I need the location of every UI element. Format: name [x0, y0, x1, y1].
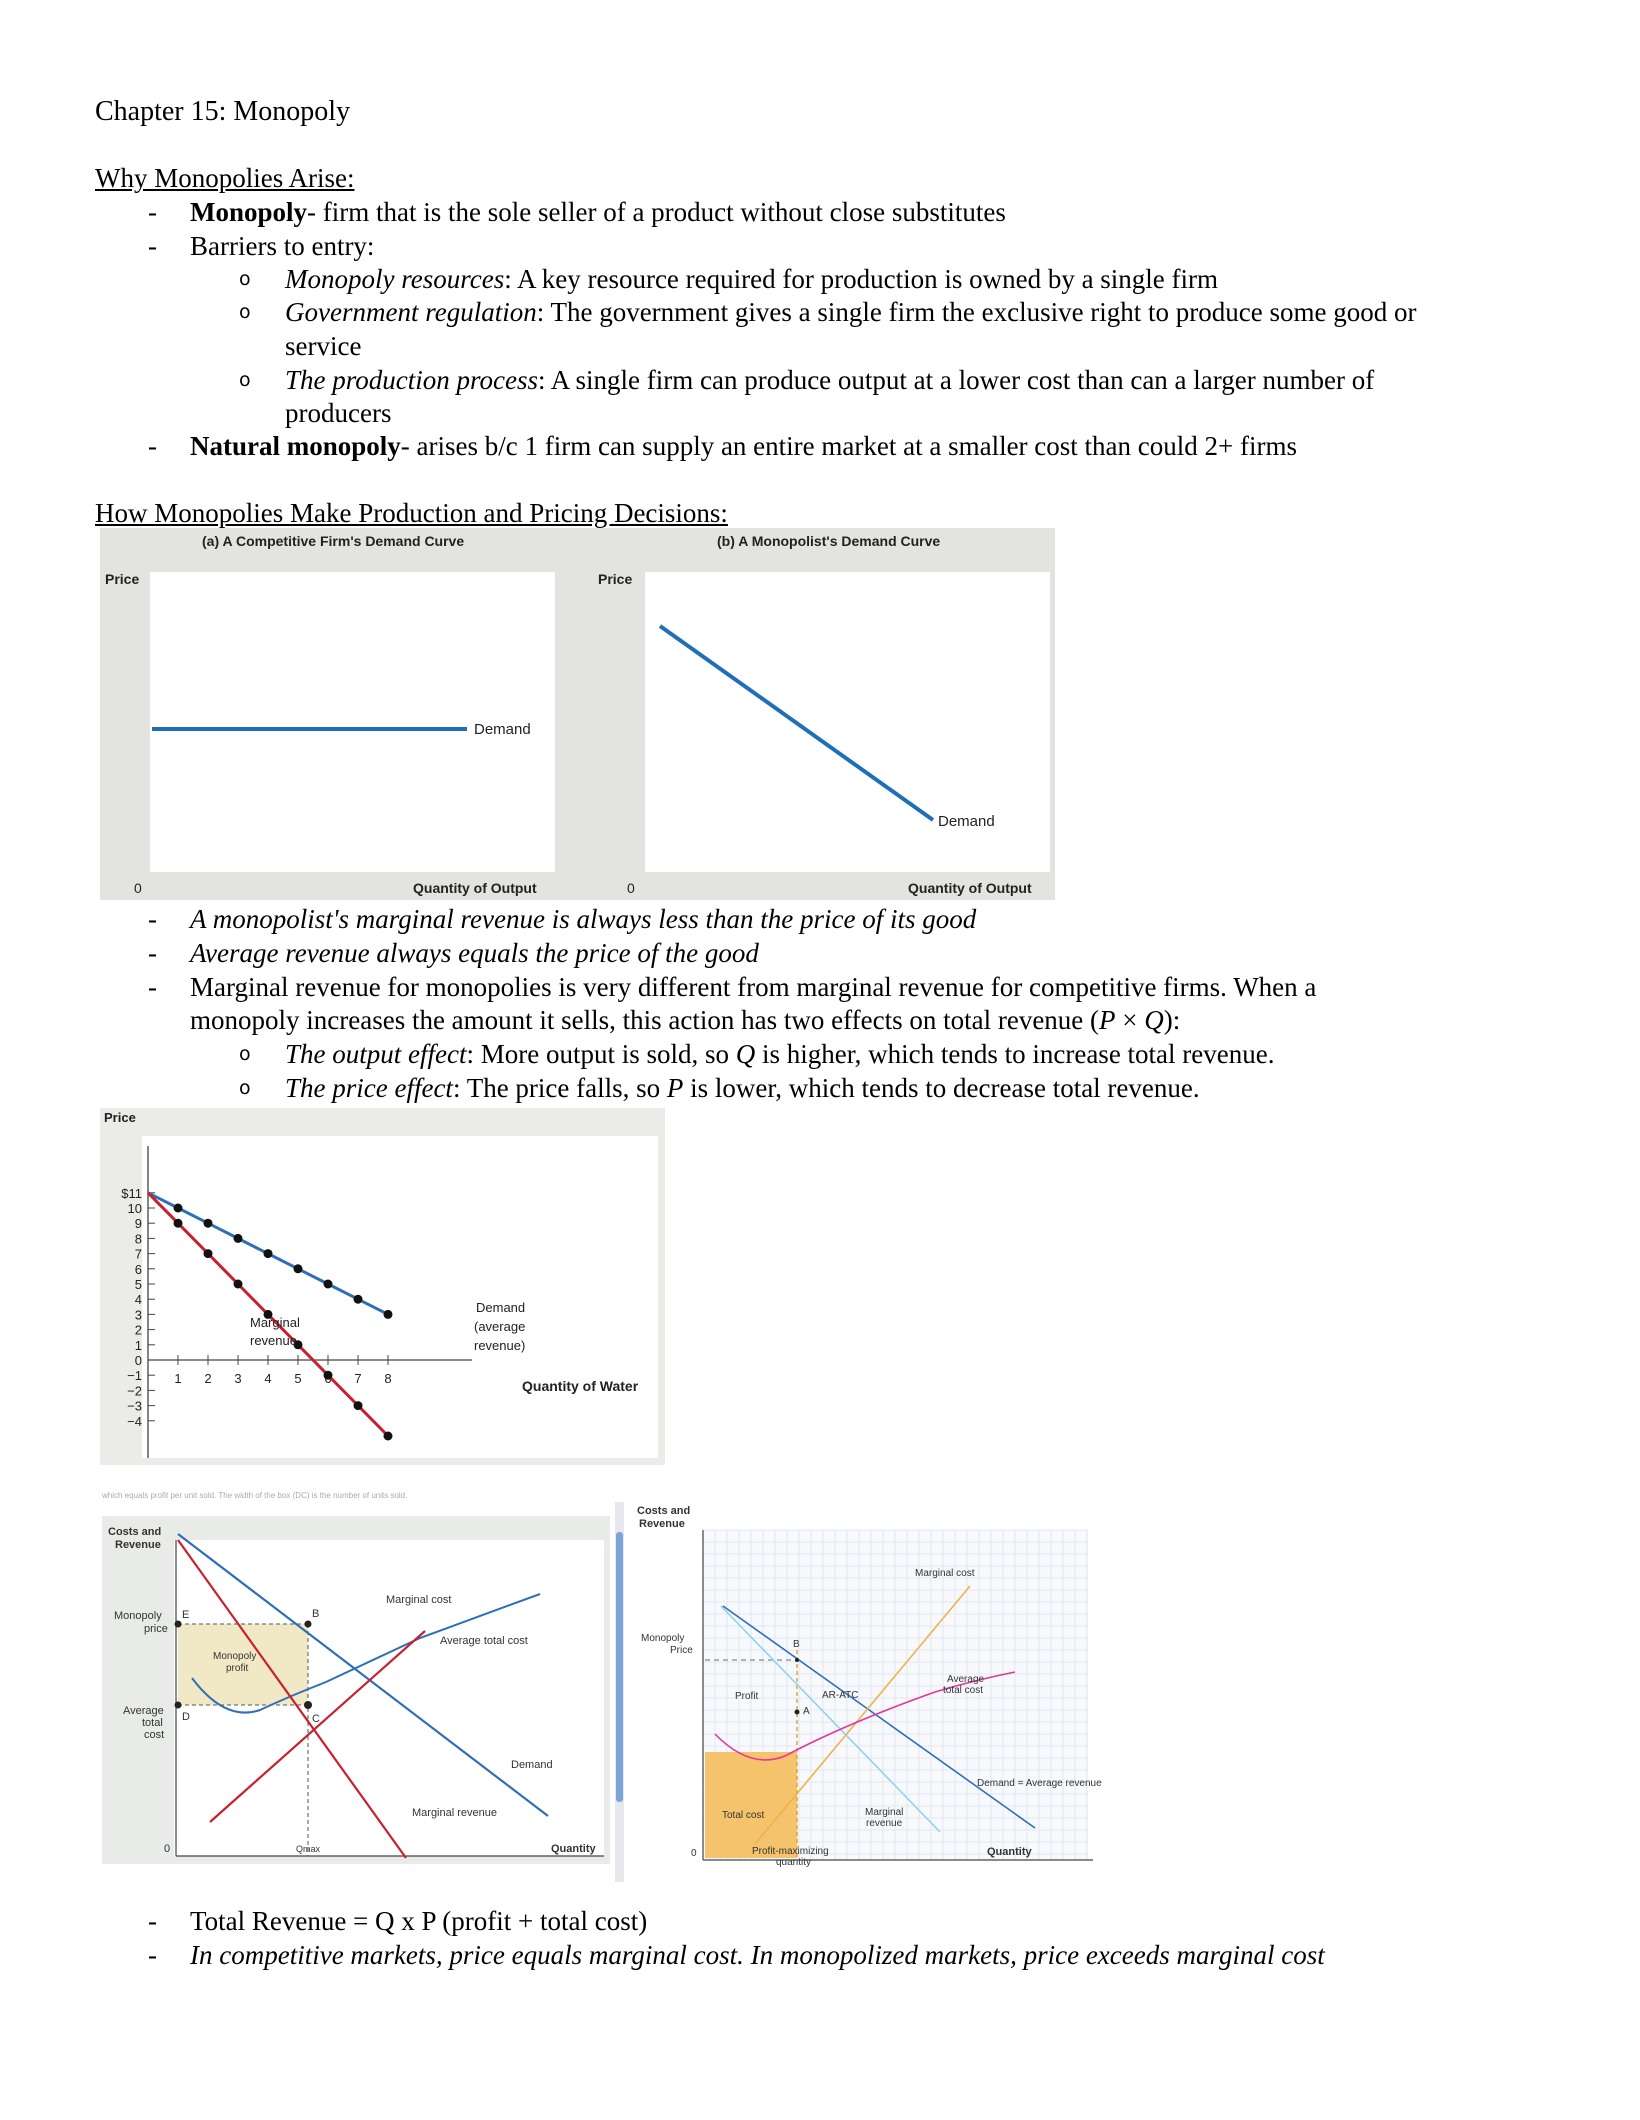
mr-different-cont	[190, 1004, 1180, 1036]
label-a: A	[803, 1706, 810, 1717]
y-tick-label: 6	[134, 1261, 142, 1277]
bullet-resources	[285, 263, 1218, 295]
atc-label-1: Average	[947, 1674, 985, 1685]
panel-a-title: (a) A Competitive Firm's Demand Curve	[202, 533, 465, 549]
label-c: C	[312, 1713, 320, 1725]
bullet-monopoly	[190, 196, 1006, 228]
bullet-dash: -	[148, 938, 157, 968]
total-cost-rectangle	[705, 1752, 797, 1858]
total-cost-label: Total cost	[722, 1810, 765, 1821]
symbol-q: Q	[1144, 1005, 1164, 1035]
output-text-2: is higher, which tends to increase total revenue.	[755, 1039, 1275, 1069]
x-tick-label: 3	[234, 1371, 242, 1386]
label-b: B	[793, 1639, 800, 1650]
mr-label-1: Marginal	[865, 1807, 904, 1818]
bullet-mr-less	[190, 903, 976, 935]
term-resources: Monopoly resources	[285, 264, 505, 294]
y-tick-label: 5	[134, 1277, 142, 1292]
competitive-vs-monopolized-text: In competitive markets, price equals marginal cost. In monopolized markets, price exceeds marginal cost	[190, 1940, 1325, 1970]
point-e	[175, 1621, 182, 1628]
bullet-dash: -	[148, 904, 157, 934]
y-tick-label: 2	[134, 1322, 142, 1338]
monopoly-price-label-1: Monopoly	[641, 1633, 685, 1644]
x-tick-label: 1	[174, 1371, 182, 1386]
y-tick-label: 1	[134, 1337, 142, 1353]
term-government: Government regulation	[285, 297, 537, 327]
profit-label: Profit	[735, 1691, 759, 1702]
y-tick-label: 8	[134, 1231, 142, 1247]
ylabel-1: Costs and	[637, 1505, 691, 1517]
panel-b-title: (b) A Monopolist's Demand Curve	[717, 533, 941, 549]
term-output-effect: The output effect	[285, 1039, 467, 1069]
y-tick-label: 7	[134, 1246, 142, 1262]
production-text-cont: producers	[285, 398, 392, 428]
ylabel-2: Revenue	[639, 1518, 685, 1530]
panel-b-price-label: Price	[598, 571, 633, 587]
ar-atc-label: AR-ATC	[822, 1690, 859, 1701]
bullet-dash: -	[148, 431, 157, 461]
mc-label: Marginal cost	[386, 1594, 452, 1606]
demand-label: Demand	[511, 1759, 553, 1771]
monopoly-price-label-1: Monopoly	[114, 1610, 162, 1622]
qmax-label: Qmax	[296, 1844, 321, 1854]
profit-label-2: profit	[226, 1663, 249, 1674]
y-tick-label: −2	[127, 1383, 142, 1399]
monopolist-demand-label: Demand	[938, 813, 995, 830]
bullet-mr-different: Marginal revenue for monopolies is very different from marginal revenue for competitive firms. When a	[190, 972, 1317, 1002]
y-tick-label: 9	[134, 1216, 142, 1232]
bullet-production	[285, 364, 1374, 396]
bullet-total-revenue: Total Revenue = Q x P (profit + total cost)	[190, 1906, 648, 1936]
term-monopoly: Monopoly	[190, 197, 308, 227]
y-tick-label: −3	[127, 1398, 142, 1414]
ylabel-2: Revenue	[115, 1539, 161, 1551]
price-text-2: is lower, which tends to decrease total revenue.	[683, 1073, 1200, 1103]
bullet-competitive-vs-monopolized	[190, 1939, 1325, 1971]
page-title: Chapter 15: Monopoly	[95, 96, 351, 127]
atc-label-2: total	[142, 1717, 163, 1729]
circle-bullet-icon: o	[239, 369, 251, 391]
mr-label-2: revenue	[866, 1818, 903, 1829]
water-demand-figure	[100, 1108, 665, 1465]
y-tick-label: 4	[134, 1292, 142, 1308]
profit-maximizing-figure	[615, 1502, 1150, 1882]
circle-bullet-icon: o	[239, 301, 251, 323]
output-text-1: : More output is sold, so	[466, 1039, 736, 1069]
monopoly-profit-figure	[100, 1486, 610, 1864]
panel-b-xlabel: Quantity of Output	[908, 880, 1032, 896]
symbol-q: Q	[735, 1039, 756, 1069]
marginal-revenue-point	[354, 1401, 363, 1410]
mr-label-2: revenue	[250, 1333, 297, 1348]
mr-cont-text: monopoly increases the amount it sells, this action has two effects on total revenue (	[190, 1005, 1100, 1035]
xlabel: Quantity	[551, 1843, 596, 1855]
mr-less-text: A monopolist's marginal revenue is always less than the price of its good	[190, 904, 977, 934]
circle-bullet-icon: o	[239, 268, 251, 290]
marginal-revenue-point	[174, 1219, 183, 1228]
atc-label-2: total cost	[943, 1685, 984, 1696]
label-e: E	[182, 1609, 190, 1621]
monopoly-definition: - firm that is the sole seller of a product without close substitutes	[307, 197, 1006, 227]
circle-bullet-icon: o	[239, 1077, 251, 1099]
scrollbar-thumb	[616, 1532, 623, 1802]
atc-label-1: Average	[123, 1705, 164, 1717]
government-text: : The government gives a single firm the exclusive right to produce some good or	[536, 297, 1417, 327]
y-tick-label: −1	[127, 1368, 142, 1384]
mc-label: Marginal cost	[915, 1568, 975, 1579]
bullet-price-effect	[285, 1072, 1200, 1104]
atc-curve-label: Average total cost	[440, 1635, 528, 1647]
x-tick-label: 7	[354, 1371, 362, 1386]
y-tick-label: 0	[134, 1353, 142, 1368]
y-tick-label: 3	[134, 1307, 142, 1323]
water-xlabel: Quantity of Water	[522, 1378, 639, 1394]
demand-point	[324, 1280, 333, 1289]
x-tick-label: 2	[204, 1371, 212, 1386]
monopoly-price-label-2: price	[144, 1623, 168, 1635]
water-ylabel: Price	[104, 1110, 136, 1125]
bullet-government	[285, 296, 1417, 328]
pmq-label-1: Profit-maximizing	[752, 1846, 829, 1857]
mr-label: Marginal revenue	[412, 1807, 497, 1819]
natural-definition: - arises b/c 1 firm can supply an entire market at a smaller cost than could 2+ firms	[400, 431, 1297, 461]
bullet-dash: -	[148, 1940, 157, 1970]
circle-bullet-icon: o	[239, 1043, 251, 1065]
demand-point	[174, 1204, 183, 1213]
government-text-cont: service	[285, 331, 362, 361]
point-b	[305, 1621, 312, 1628]
marginal-revenue-point	[324, 1371, 333, 1380]
resources-text: : A key resource required for production is owned by a single firm	[504, 264, 1219, 294]
x-tick-label: 4	[264, 1371, 272, 1386]
demand-curves-figure	[100, 528, 1055, 900]
bullet-natural	[190, 430, 1297, 462]
atc-label-3: cost	[144, 1729, 165, 1741]
panel-a-price-label: Price	[105, 571, 140, 587]
demand-point	[264, 1249, 273, 1258]
bullet-output-effect	[285, 1038, 1274, 1070]
marginal-revenue-point	[234, 1280, 243, 1289]
x-tick-label: 5	[294, 1371, 302, 1386]
demand-point	[234, 1234, 243, 1243]
y-tick-label: 10	[127, 1201, 142, 1216]
monopoly-price-label-2: Price	[670, 1645, 693, 1656]
mr-label-1: Marginal	[250, 1315, 300, 1330]
xlabel: Quantity	[987, 1846, 1032, 1858]
ar-equals-text: Average revenue always equals the price of the good	[190, 938, 759, 968]
point-b	[795, 1658, 799, 1662]
label-d: D	[182, 1711, 190, 1723]
bullet-ar-equals	[190, 937, 759, 969]
panel-a-xlabel: Quantity of Output	[413, 880, 537, 896]
demand-point	[294, 1264, 303, 1273]
pmq-label-2: quantity	[776, 1857, 812, 1868]
section-heading-why: Why Monopolies Arise:	[95, 163, 355, 193]
panel-b-origin: 0	[627, 880, 635, 896]
point-a	[795, 1710, 800, 1715]
demand-point	[204, 1219, 213, 1228]
mr-cont-end: ):	[1163, 1005, 1181, 1035]
demand-point	[354, 1295, 363, 1304]
price-text-1: : The price falls, so	[452, 1073, 667, 1103]
section-heading-how: How Monopolies Make Production and Pricing Decisions:	[95, 498, 728, 528]
profit-label-1: Monopoly	[213, 1651, 257, 1662]
y-tick-label: −4	[127, 1413, 142, 1429]
competitive-demand-label: Demand	[474, 721, 531, 738]
term-natural-monopoly: Natural monopoly	[190, 431, 401, 461]
bullet-dash: -	[148, 972, 157, 1002]
label-b: B	[312, 1608, 320, 1620]
marginal-revenue-point	[384, 1432, 393, 1441]
bullet-dash: -	[148, 197, 157, 227]
bullet-dash: -	[148, 1906, 157, 1936]
marginal-revenue-point	[204, 1249, 213, 1258]
bullet-dash: -	[148, 231, 157, 261]
x-tick-label: 8	[384, 1371, 392, 1386]
symbol-p: P	[666, 1073, 684, 1103]
origin-label: 0	[691, 1848, 697, 1859]
production-text: : A single firm can produce output at a lower cost than can a larger number of	[537, 365, 1375, 395]
demand-label-2: (average	[474, 1319, 526, 1334]
symbol-p: P	[1099, 1005, 1116, 1035]
ylabel-1: Costs and	[108, 1526, 162, 1538]
point-d	[175, 1702, 182, 1709]
demand-label-1: Demand	[476, 1300, 526, 1315]
term-production: The production process	[285, 365, 538, 395]
plot-area	[142, 1136, 658, 1458]
panel-a-origin: 0	[134, 880, 142, 896]
demand-point	[384, 1310, 393, 1319]
demand-label-3: revenue)	[474, 1338, 526, 1353]
origin-label: 0	[164, 1843, 171, 1855]
demand-ar-label: Demand = Average revenue	[977, 1778, 1102, 1789]
y-tick-label: $11	[121, 1185, 142, 1201]
point-c	[304, 1701, 312, 1709]
figure-caption: which equals profit per unit sold. The width of the box (DC) is the number of units sold.	[102, 1491, 408, 1500]
bullet-barriers: Barriers to entry:	[190, 231, 375, 261]
term-price-effect: The price effect	[285, 1073, 453, 1103]
symbol-times: ×	[1115, 1005, 1145, 1035]
